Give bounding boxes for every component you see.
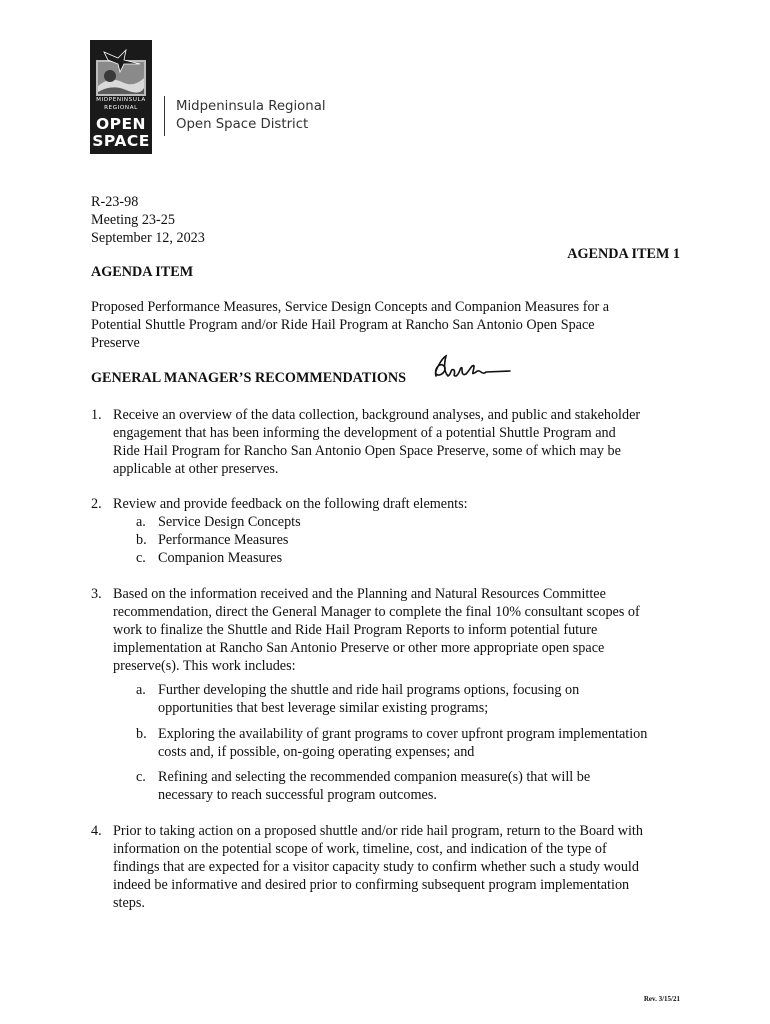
- recommendation-text: [113, 585, 693, 675]
- agenda-title-line: Potential Shuttle Program and/or Ride Hail Program at Rancho San Antonio Open Space: [91, 317, 595, 333]
- text-line: Exploring the availability of grant programs to cover upfront program implementation: [158, 726, 648, 742]
- text-line: Further developing the shuttle and ride hail programs options, focusing on: [158, 682, 580, 698]
- sub-item-label: a.: [136, 514, 146, 530]
- recommendation-number: 1.: [91, 407, 102, 423]
- text-line: implementation at Rancho San Antonio Preserve or other more appropriate open space: [113, 640, 605, 656]
- sub-item-label: b.: [136, 532, 147, 548]
- recommendation-text: [113, 406, 693, 478]
- sub-item-label: a.: [136, 682, 146, 698]
- logo-divider: [164, 96, 165, 136]
- bird-landscape-icon: [96, 46, 146, 96]
- text-line: preserve(s). This work includes:: [113, 658, 296, 674]
- sub-item-text: [158, 768, 590, 804]
- agenda-title: [91, 298, 691, 352]
- meeting-number: Meeting 23-25: [91, 212, 175, 228]
- logo-text-space: SPACE: [92, 132, 150, 150]
- revision-date: Rev. 3/15/21: [643, 995, 680, 1003]
- text-line: Ride Hail Program for Rancho San Antonio Open Space Preserve, some of which may be: [113, 443, 621, 459]
- text-line: applicable at other preserves.: [113, 461, 279, 477]
- district-logo: [90, 40, 152, 154]
- text-line: steps.: [113, 895, 145, 911]
- recommendation-text: [113, 822, 693, 912]
- logo-text-midpeninsula: MIDPENINSULA: [96, 97, 146, 103]
- text-line: work to finalize the Shuttle and Ride Hail Program Reports to inform potential future: [113, 622, 598, 638]
- text-line: Review and provide feedback on the following draft elements:: [113, 496, 468, 512]
- text-line: engagement that has been informing the development of a potential Shuttle Program and: [113, 425, 616, 441]
- text-line: Based on the information received and the Planning and Natural Resources Committee: [113, 586, 606, 602]
- organization-name: [176, 98, 326, 134]
- organization-name-line: Midpeninsula Regional: [176, 99, 326, 114]
- report-meta: [91, 193, 205, 247]
- recommendation-number: 3.: [91, 586, 102, 602]
- text-line: costs and, if possible, on-going operating expenses; and: [158, 744, 475, 760]
- text-line: Prior to taking action on a proposed shuttle and/or ride hail program, return to the Board with: [113, 823, 643, 839]
- recommendations-heading: GENERAL MANAGER’S RECOMMENDATIONS: [91, 370, 407, 386]
- sub-item-text: Companion Measures: [158, 550, 283, 566]
- logo-text-open: OPEN: [95, 115, 147, 133]
- text-line: Refining and selecting the recommended companion measure(s) that will be: [158, 769, 591, 785]
- recommendation-text: [113, 495, 693, 513]
- meeting-date: September 12, 2023: [91, 230, 205, 246]
- text-line: information on the potential scope of work, timeline, cost, and indication of the type of: [113, 841, 607, 857]
- agenda-item-number: AGENDA ITEM 1: [567, 246, 680, 262]
- sub-item-label: b.: [136, 726, 147, 742]
- text-line: indeed be informative and desired prior to confirming subsequent program implementation: [113, 877, 630, 893]
- text-line: recommendation, direct the General Manager to complete the final 10% consultant scopes of: [113, 604, 640, 620]
- organization-name-line: Open Space District: [176, 117, 309, 132]
- agenda-title-line: Proposed Performance Measures, Service Design Concepts and Companion Measures for a: [91, 299, 610, 315]
- recommendation-number: 2.: [91, 496, 102, 512]
- text-line: necessary to reach successful program outcomes.: [158, 787, 437, 803]
- sub-item-text: [158, 681, 579, 717]
- logo-text-regional: REGIONAL: [104, 105, 138, 111]
- text-line: opportunities that best leverage similar existing programs;: [158, 700, 489, 716]
- sub-item-label: c.: [136, 550, 146, 566]
- sub-item-text: Service Design Concepts: [158, 514, 301, 530]
- sub-item-text: [158, 725, 647, 761]
- signature-initials: [430, 354, 514, 386]
- sub-item-text: Performance Measures: [158, 532, 289, 548]
- agenda-item-heading: AGENDA ITEM: [91, 264, 194, 280]
- text-line: Receive an overview of the data collection, background analyses, and public and stakeholder: [113, 407, 641, 423]
- recommendation-number: 4.: [91, 823, 102, 839]
- agenda-title-line: Preserve: [91, 335, 140, 351]
- report-number: R-23-98: [91, 194, 139, 210]
- text-line: findings that are expected for a visitor capacity study to confirm whether such a study would: [113, 859, 639, 875]
- sub-item-label: c.: [136, 769, 146, 785]
